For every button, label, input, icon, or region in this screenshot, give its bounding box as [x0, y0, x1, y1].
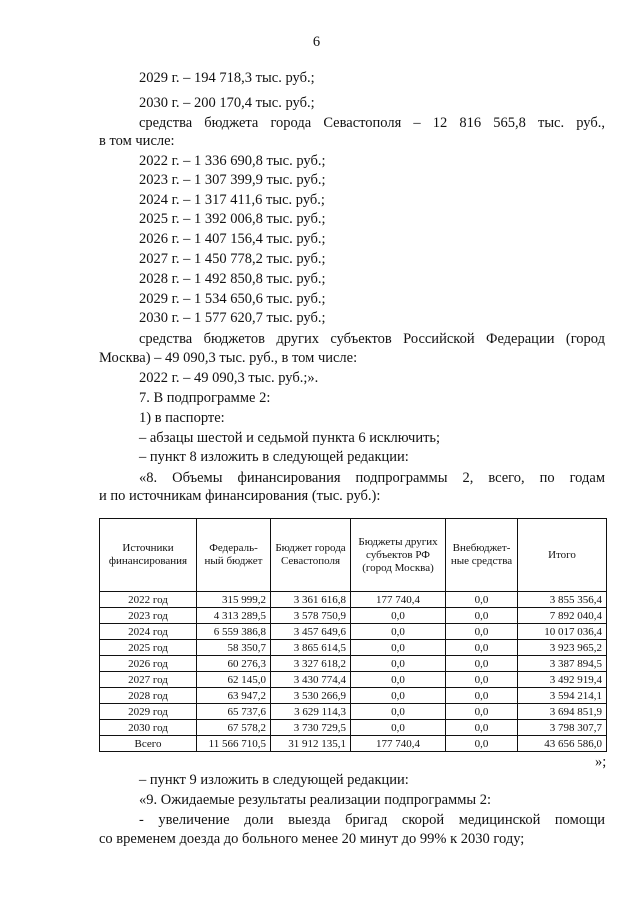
column-header: Бюджеты других субъектов РФ (город Москва)	[351, 519, 446, 592]
table-cell: 3 430 774,4	[271, 672, 351, 688]
table-cell: 58 350,7	[197, 640, 271, 656]
column-header: Внебюджет-ные средства	[446, 519, 518, 592]
sevastopol-year-line: 2024 г. – 1 317 411,6 тыс. руб.;	[139, 192, 325, 208]
table-cell: 0,0	[351, 704, 446, 720]
quote-paragraph: «8. Объемы финансирования подпрограммы 2, всего, по годам	[139, 470, 605, 486]
result-item: - увеличение доли выезда бригад скорой медицинской помощи	[139, 812, 605, 828]
text-line: Москва) – 49 090,3 тыс. руб., в том числе:	[99, 350, 358, 366]
page-number: 6	[312, 34, 321, 50]
table-cell: 177 740,4	[351, 736, 446, 752]
table-cell: 3 327 618,2	[271, 656, 351, 672]
table-cell: 6 559 386,8	[197, 624, 271, 640]
table-cell: 3 361 616,8	[271, 592, 351, 608]
table-cell: 11 566 710,5	[197, 736, 271, 752]
sevastopol-funding-paragraph: средства бюджета города Севастополя – 12 816 565,8 тыс. руб.,	[139, 115, 605, 131]
table-cell: 0,0	[446, 720, 518, 736]
sevastopol-year-line: 2025 г. – 1 392 006,8 тыс. руб.;	[139, 211, 326, 227]
row-label: 2025 год	[100, 640, 197, 656]
table-cell: 0,0	[446, 592, 518, 608]
column-header: Бюджет города Севастополя	[271, 519, 351, 592]
table-cell: 3 798 307,7	[518, 720, 607, 736]
text-line: 2030 г. – 200 170,4 тыс. руб.;	[139, 95, 315, 111]
row-label: 2027 год	[100, 672, 197, 688]
table-cell: 0,0	[351, 720, 446, 736]
table-cell: 60 276,3	[197, 656, 271, 672]
sevastopol-year-line: 2027 г. – 1 450 778,2 тыс. руб.;	[139, 251, 326, 267]
section-heading: 7. В подпрограмме 2:	[139, 390, 271, 406]
row-label: 2024 год	[100, 624, 197, 640]
table-row	[100, 608, 607, 624]
table-row	[100, 720, 607, 736]
sevastopol-year-line: 2030 г. – 1 577 620,7 тыс. руб.;	[139, 310, 326, 326]
row-label: 2028 год	[100, 688, 197, 704]
column-header: Итого	[518, 519, 607, 592]
sevastopol-year-line: 2023 г. – 1 307 399,9 тыс. руб.;	[139, 172, 326, 188]
table-cell: 0,0	[446, 736, 518, 752]
table-cell: 0,0	[446, 688, 518, 704]
sevastopol-year-line: 2028 г. – 1 492 850,8 тыс. руб.;	[139, 271, 326, 287]
text-line: 2029 г. – 194 718,3 тыс. руб.;	[139, 70, 315, 86]
table-body	[100, 592, 607, 752]
table-cell: 67 578,2	[197, 720, 271, 736]
table-cell: 43 656 586,0	[518, 736, 607, 752]
table-cell: 0,0	[351, 688, 446, 704]
table-cell: 0,0	[351, 608, 446, 624]
table-cell: 315 999,2	[197, 592, 271, 608]
table-cell: 3 865 614,5	[271, 640, 351, 656]
table-cell: 0,0	[351, 624, 446, 640]
row-label: 2022 год	[100, 592, 197, 608]
table-cell: 0,0	[446, 624, 518, 640]
table-cell: 3 923 965,2	[518, 640, 607, 656]
table-cell: 63 947,2	[197, 688, 271, 704]
table-cell: 3 594 214,1	[518, 688, 607, 704]
table-cell: 177 740,4	[351, 592, 446, 608]
text-line: со временем доезда до больного менее 20 минут до 99% к 2030 году;	[99, 831, 525, 847]
table-cell: 0,0	[446, 656, 518, 672]
table-row	[100, 640, 607, 656]
table-cell: 0,0	[446, 640, 518, 656]
column-header: Федераль-ный бюджет	[197, 519, 271, 592]
row-label: 2026 год	[100, 656, 197, 672]
table-cell: 3 387 894,5	[518, 656, 607, 672]
table-cell: 7 892 040,4	[518, 608, 607, 624]
table-cell: 3 530 266,9	[271, 688, 351, 704]
table-cell: 62 145,0	[197, 672, 271, 688]
text-line: 2022 г. – 49 090,3 тыс. руб.;».	[139, 370, 319, 386]
table-cell: 3 694 851,9	[518, 704, 607, 720]
table-cell: 3 629 114,3	[271, 704, 351, 720]
text-line: – абзацы шестой и седьмой пункта 6 исключить;	[139, 430, 441, 446]
column-header: Источники финансирования	[100, 519, 197, 592]
table-cell: 0,0	[446, 672, 518, 688]
text-line: – пункт 8 изложить в следующей редакции:	[139, 449, 409, 465]
text-line: в том числе:	[99, 133, 175, 149]
table-cell: 0,0	[351, 640, 446, 656]
table-cell: 3 855 356,4	[518, 592, 607, 608]
table-cell: 10 017 036,4	[518, 624, 607, 640]
table-row	[100, 704, 607, 720]
table-row	[100, 688, 607, 704]
table-cell: 3 730 729,5	[271, 720, 351, 736]
table-cell: 0,0	[351, 672, 446, 688]
sevastopol-year-line: 2022 г. – 1 336 690,8 тыс. руб.;	[139, 153, 326, 169]
table-cell: 3 492 919,4	[518, 672, 607, 688]
table-row	[100, 592, 607, 608]
table-row	[100, 736, 607, 752]
sevastopol-year-line: 2026 г. – 1 407 156,4 тыс. руб.;	[139, 231, 326, 247]
text-line: и по источникам финансирования (тыс. руб.):	[99, 488, 381, 504]
quote-paragraph: «9. Ожидаемые результаты реализации подпрограммы 2:	[139, 792, 492, 808]
table-cell: 3 457 649,6	[271, 624, 351, 640]
table-cell: 0,0	[446, 608, 518, 624]
row-label: 2023 год	[100, 608, 197, 624]
row-label: 2030 год	[100, 720, 197, 736]
quote-close: »;	[595, 754, 607, 770]
text-line: – пункт 9 изложить в следующей редакции:	[139, 772, 409, 788]
table-row	[100, 624, 607, 640]
financing-table	[99, 518, 607, 752]
row-label: 2029 год	[100, 704, 197, 720]
table-cell: 4 313 289,5	[197, 608, 271, 624]
row-label: Всего	[100, 736, 197, 752]
sevastopol-year-line: 2029 г. – 1 534 650,6 тыс. руб.;	[139, 291, 326, 307]
table-row	[100, 656, 607, 672]
table-header-row	[100, 519, 607, 592]
table-cell: 3 578 750,9	[271, 608, 351, 624]
table-cell: 65 737,6	[197, 704, 271, 720]
table-row	[100, 672, 607, 688]
text-line: 1) в паспорте:	[139, 410, 225, 426]
table-cell: 0,0	[446, 704, 518, 720]
table-cell: 0,0	[351, 656, 446, 672]
other-subjects-paragraph: средства бюджетов других субъектов Российской Федерации (город	[139, 331, 605, 347]
table-cell: 31 912 135,1	[271, 736, 351, 752]
